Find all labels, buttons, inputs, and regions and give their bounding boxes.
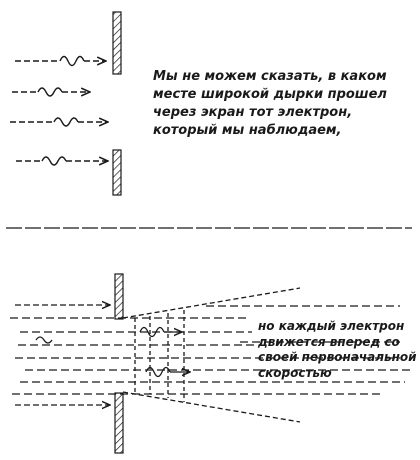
- tilde-mark: [36, 337, 52, 343]
- envelope-line-upper: [123, 288, 300, 318]
- screen-wall-upper: [113, 12, 121, 74]
- electron-path: [12, 88, 90, 96]
- wave-packet: [54, 118, 78, 126]
- envelope-line-lower: [123, 392, 300, 422]
- wave-packet: [42, 157, 66, 165]
- electron-path: [15, 57, 106, 66]
- caption-line: который мы наблюдаем,: [153, 123, 342, 138]
- caption-line: месте широкой дырки прошел: [153, 87, 387, 102]
- caption-line: скоростью: [258, 365, 332, 380]
- screen-wall-upper: [115, 274, 123, 319]
- top-panel: [10, 12, 121, 195]
- electron-path: [16, 157, 108, 165]
- caption-line: но каждый электрон: [258, 319, 405, 333]
- screen-wall-lower: [113, 150, 121, 195]
- wave-packet: [38, 88, 62, 96]
- caption-line: движется вперед со: [258, 334, 400, 349]
- caption-line: Мы не можем сказать, в каком: [153, 69, 387, 84]
- caption-line: своей первоначальной: [258, 350, 417, 364]
- caption-line: через экран тот электрон,: [153, 105, 353, 120]
- top-caption: [153, 68, 413, 140]
- screen-wall-lower: [115, 393, 123, 453]
- electron-path: [10, 118, 108, 126]
- wave-packet: [60, 57, 84, 66]
- bottom-caption: [258, 319, 417, 381]
